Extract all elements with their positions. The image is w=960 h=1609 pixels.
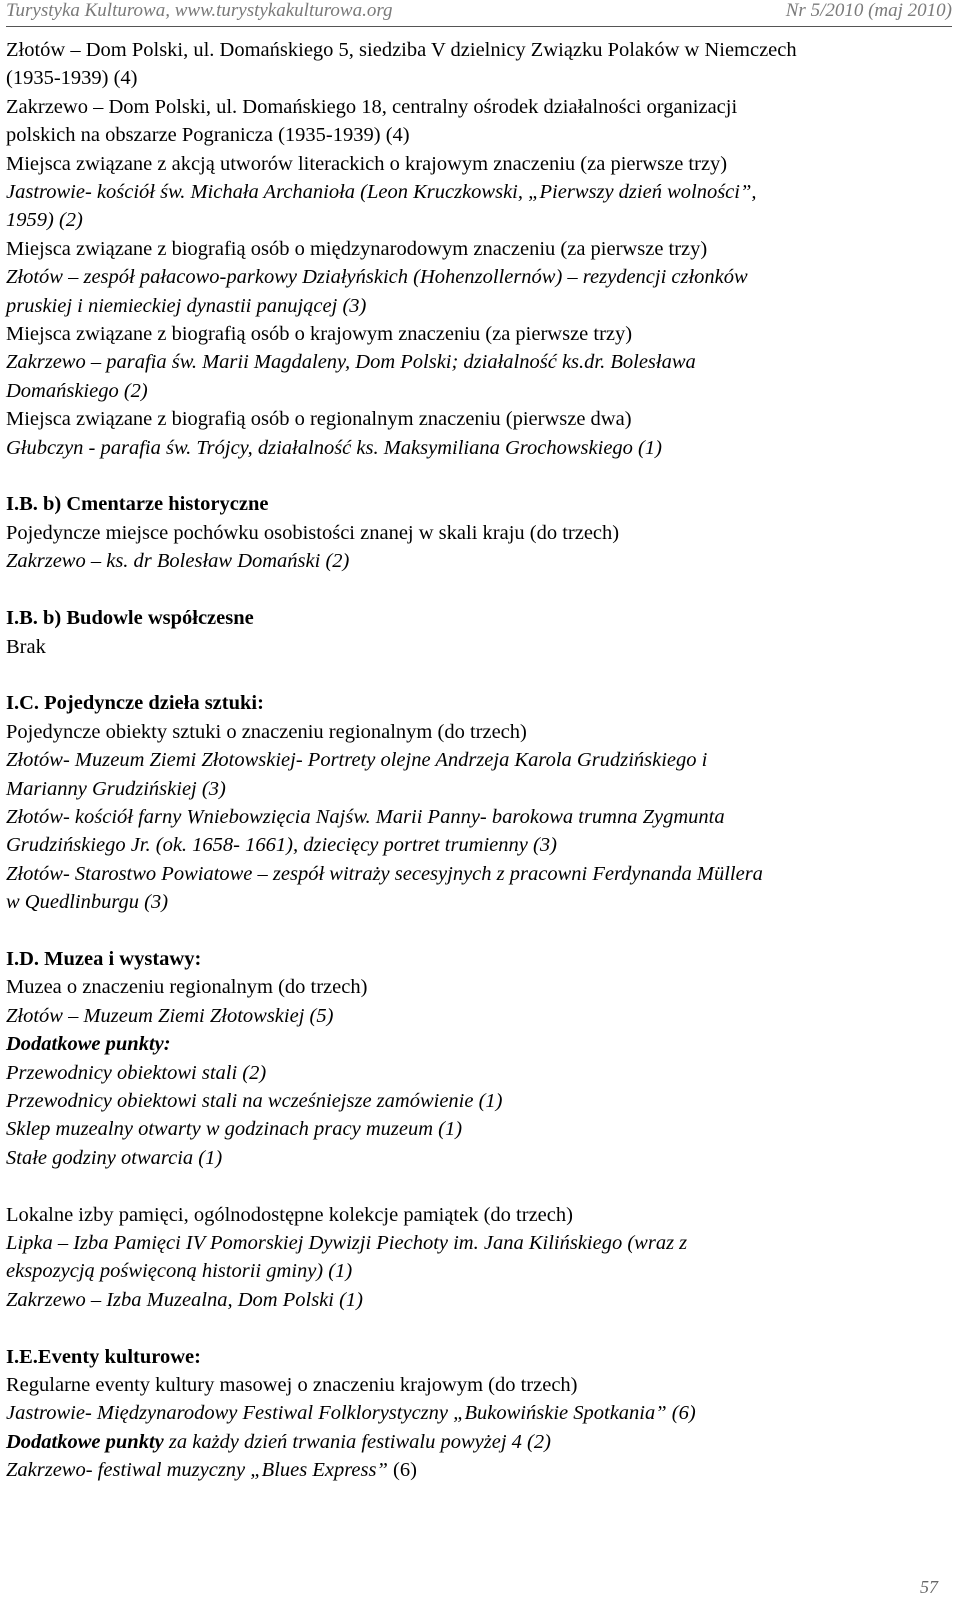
spacer [6,917,952,945]
subheading: Dodatkowe punkty: [6,1033,171,1056]
text-line: Lipka – Izba Pamięci IV Pomorskiej Dywizji Piechoty im. Jana Kilińskiego (wraz z [6,1231,688,1254]
text-line: Miejsca związane z biografią osób o regionalnym znaczeniu (pierwsze dwa) [6,408,632,431]
text-line: Zakrzewo – ks. dr Bolesław Domański (2) [6,550,350,573]
text-line: Miejsca związane z biografią osób o międzynarodowym znaczeniu (za pierwsze trzy) [6,237,708,260]
text-line: Pojedyncze obiekty sztuki o znaczeniu regionalnym (do trzech) [6,720,527,743]
text-line: Regularne eventy kultury masowej o znaczeniu krajowym (do trzech) [6,1374,578,1396]
text-line [6,1428,952,1456]
section-heading: I.B. b) Cmentarze historyczne [6,493,269,516]
text-line: Zakrzewo – Dom Polski, ul. Domańskiego 18, centralny ośrodek działalności organizacji [6,95,738,118]
page-header [6,0,952,22]
page-number: 57 [920,1577,938,1597]
text-fragment: Zakrzewo- festiwal muzyczny „Blues Express” [6,1459,388,1482]
text-line: Muzea o znaczeniu regionalnym (do trzech) [6,976,368,999]
text-line: Złotów- Muzeum Ziemi Złotowskiej- Portrety olejne Andrzeja Karola Grudzińskiego i [6,749,708,772]
spacer [6,576,952,604]
spacer [6,462,952,490]
text-line: Miejsca związane z biografią osób o krajowym znaczeniu (za pierwsze trzy) [6,323,633,346]
section-heading: I.D. Muzea i wystawy: [6,947,202,970]
text-line: ekspozycją poświęconą historii gminy) (1) [6,1260,353,1283]
header-divider [6,26,952,27]
text-line: w Quedlinburgu (3) [6,891,169,914]
text-line: Domańskiego (2) [6,379,148,402]
text-line: Marianny Grudzińskiej (3) [6,777,226,800]
text-line: Złotów – Dom Polski, ul. Domańskiego 5, siedziba V dzielnicy Związku Polaków w Niemczech [6,39,797,61]
text-fragment: za każdy dzień trwania festiwalu powyżej 4 (2) [163,1430,551,1453]
text-line: (1935-1939) (4) [6,67,138,90]
document-body [6,36,952,1485]
text-fragment: (6) [387,1459,417,1482]
spacer [6,1172,952,1200]
text-line: Złotów- kościół farny Wniebowzięcia Najśw. Marii Panny- barokowa trumna Zygmunta [6,805,725,828]
text-line: Lokalne izby pamięci, ogólnodostępne kolekcje pamiątek (do trzech) [6,1203,573,1226]
text-line: Złotów – Muzeum Ziemi Złotowskiej (5) [6,1004,334,1027]
text-line [6,1456,952,1484]
text-line: Brak [6,635,46,658]
section-heading: I.B. b) Budowle współczesne [6,607,254,630]
text-line: Jastrowie- kościół św. Michała Archanioła (Leon Kruczkowski, „Pierwszy dzień wolności”, [6,181,757,204]
text-line: 1959) (2) [6,209,83,232]
text-line: Złotów – zespół pałacowo-parkowy Działyńskich (Hohenzollernów) – rezydencji członków [6,266,748,289]
section-heading: I.E.Eventy kulturowe: [6,1345,201,1368]
spacer [6,661,952,689]
spacer [6,1314,952,1342]
header-publication: Turystyka Kulturowa, www.turystykakulturowa.org [6,0,393,21]
text-line: Zakrzewo – Izba Muzealna, Dom Polski (1) [6,1288,364,1311]
text-line: Stałe godziny otwarcia (1) [6,1146,223,1169]
text-line: Złotów- Starostwo Powiatowe – zespół witraży secesyjnych z pracowni Ferdynanda Müllera [6,862,763,885]
text-line: Grudzińskiego Jr. (ok. 1658- 1661), dziecięcy portret trumienny (3) [6,834,557,857]
header-issue: Nr 5/2010 (maj 2010) [785,0,952,21]
text-line: Miejsca związane z akcją utworów literackich o krajowym znaczeniu (za pierwsze trzy) [6,152,728,175]
text-line: Zakrzewo – parafia św. Marii Magdaleny, Dom Polski; działalność ks.dr. Bolesława [6,351,696,374]
text-line: Przewodnicy obiektowi stali (2) [6,1061,267,1084]
bold-label: Dodatkowe punkty [6,1430,164,1453]
text-line: Sklep muzealny otwarty w godzinach pracy muzeum (1) [6,1118,463,1141]
text-line: polskich na obszarze Pogranicza (1935-1939) (4) [6,124,410,147]
text-line: Pojedyncze miejsce pochówku osobistości znanej w skali kraju (do trzech) [6,521,620,544]
text-line: Głubczyn - parafia św. Trójcy, działalność ks. Maksymiliana Grochowskiego (1) [6,436,662,459]
text-line: Przewodnicy obiektowi stali na wcześniejsze zamówienie (1) [6,1089,503,1112]
section-heading: I.C. Pojedyncze dzieła sztuki: [6,692,264,715]
text-line: pruskiej i niemieckiej dynastii panującej (3) [6,294,367,317]
text-line: Jastrowie- Międzynarodowy Festiwal Folklorystyczny „Bukowińskie Spotkania” (6) [6,1402,696,1425]
